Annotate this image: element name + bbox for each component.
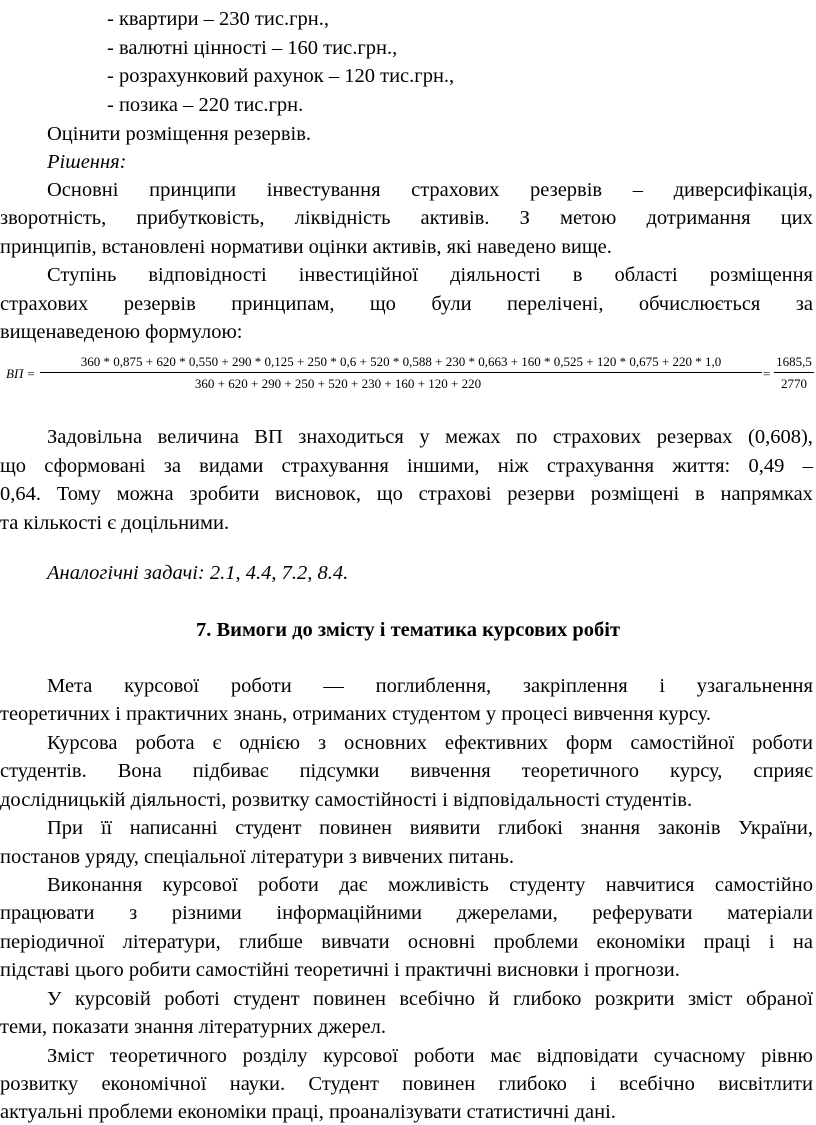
list-item: - квартири – 230 тис.грн., (107, 8, 329, 30)
section-title: 7. Вимоги до змісту і тематика курсових робіт (195, 619, 621, 641)
paragraph-line: теоретичних і практичних знань, отриманих студентом у процесі вивчення курсу. (0, 703, 712, 725)
paragraph-line: Зміст теоретичного розділу курсової роботи має відповідати сучасному рівню (47, 1045, 813, 1067)
list-item: - валютні цінності – 160 тис.грн., (107, 37, 398, 59)
paragraph-line: Задовільна величина ВП знаходиться у межах по страхових резервах (0,608), (47, 426, 813, 448)
paragraph-line: та кількості є доцільними. (0, 512, 230, 534)
paragraph-line: Основні принципи інвестування страхових резервів – диверсифікація, (47, 179, 813, 201)
result-fraction-bar (774, 372, 814, 373)
paragraph-line: Ступінь відповідності інвестиційної діяльності в області розміщення (47, 264, 813, 286)
paragraph-line: У курсовій роботі студент повинен всебічно й глибоко розкрити зміст обраної (47, 988, 813, 1010)
paragraph-line: актуальні проблеми економіки праці, проаналізувати статистичні дані. (0, 1101, 616, 1123)
paragraph-line: що сформовані за видами страхування іншими, ніж страхування життя: 0,49 – (0, 455, 813, 477)
formula-lhs: ВП = (6, 366, 36, 381)
paragraph-line: зворотність, прибутковість, ліквідність активів. З метою дотримання цих (0, 207, 813, 229)
paragraph-line: Мета курсової роботи — поглиблення, закріплення і узагальнення (47, 675, 813, 697)
paragraph-line: 0,64. Тому можна зробити висновок, що страхові резерви розміщені в напрямках (0, 483, 813, 505)
paragraph-line: принципів, встановлені нормативи оцінки активів, які наведено вище. (0, 236, 612, 258)
fraction-bar (40, 372, 762, 373)
paragraph-line: теми, показати знання літературних джерел. (0, 1016, 387, 1038)
formula-denominator: 360 + 620 + 290 + 250 + 520 + 230 + 160 + 120 + 220 (194, 376, 482, 391)
result-numerator: 1685,5 (776, 354, 812, 369)
list-item: - позика – 220 тис.грн. (107, 94, 304, 116)
paragraph-line: підставі цього робити самостійні теоретичні і практичні висновки і прогнози. (0, 959, 680, 981)
paragraph-line: При її написанні студент повинен виявити глибокі знання законів України, (47, 817, 813, 839)
solution-label: Рішення: (47, 151, 127, 173)
paragraph-line: періодичної літератури, глибше вивчати основні проблеми економіки праці і на (0, 931, 813, 953)
paragraph-line: страхових резервів принципам, що були перелічені, обчислюється за (0, 293, 813, 315)
formula-equals: = (763, 366, 771, 381)
result-denominator: 2770 (781, 376, 807, 391)
paragraph-line: вищенаведеною формулою: (0, 321, 243, 343)
paragraph-line: Курсова робота є однією з основних ефективних форм самостійної роботи (47, 732, 813, 754)
list-item: - розрахунковий рахунок – 120 тис.грн., (107, 65, 455, 87)
paragraph-line: працювати з різними інформаційними джерелами, реферувати матеріали (0, 902, 813, 924)
task-statement: Оцінити розміщення резервів. (47, 123, 312, 145)
paragraph-line: постанов уряду, спеціальної літератури з вивчених питань. (0, 846, 514, 868)
paragraph-line: дослідницькій діяльності, розвитку самостійності і відповідальності студентів. (0, 789, 693, 811)
paragraph-line: студентів. Вона підбиває підсумки вивчення теоретичного курсу, сприяє (0, 760, 813, 782)
similar-tasks: Аналогічні задачі: 2.1, 4.4, 7.2, 8.4. (47, 562, 349, 584)
paragraph-line: розвитку економічної науки. Студент повинен глибоко і всебічно висвітлити (0, 1073, 813, 1095)
formula-numerator: 360 * 0,875 + 620 * 0,550 + 290 * 0,125 + 250 * 0,6 + 520 * 0,588 + 230 * 0,663 + 160 * 0,525 + 120 * 0,675 + 220 * 1,0 (80, 354, 722, 369)
paragraph-line: Виконання курсової роботи дає можливість студенту навчитися самостійно (47, 874, 813, 896)
